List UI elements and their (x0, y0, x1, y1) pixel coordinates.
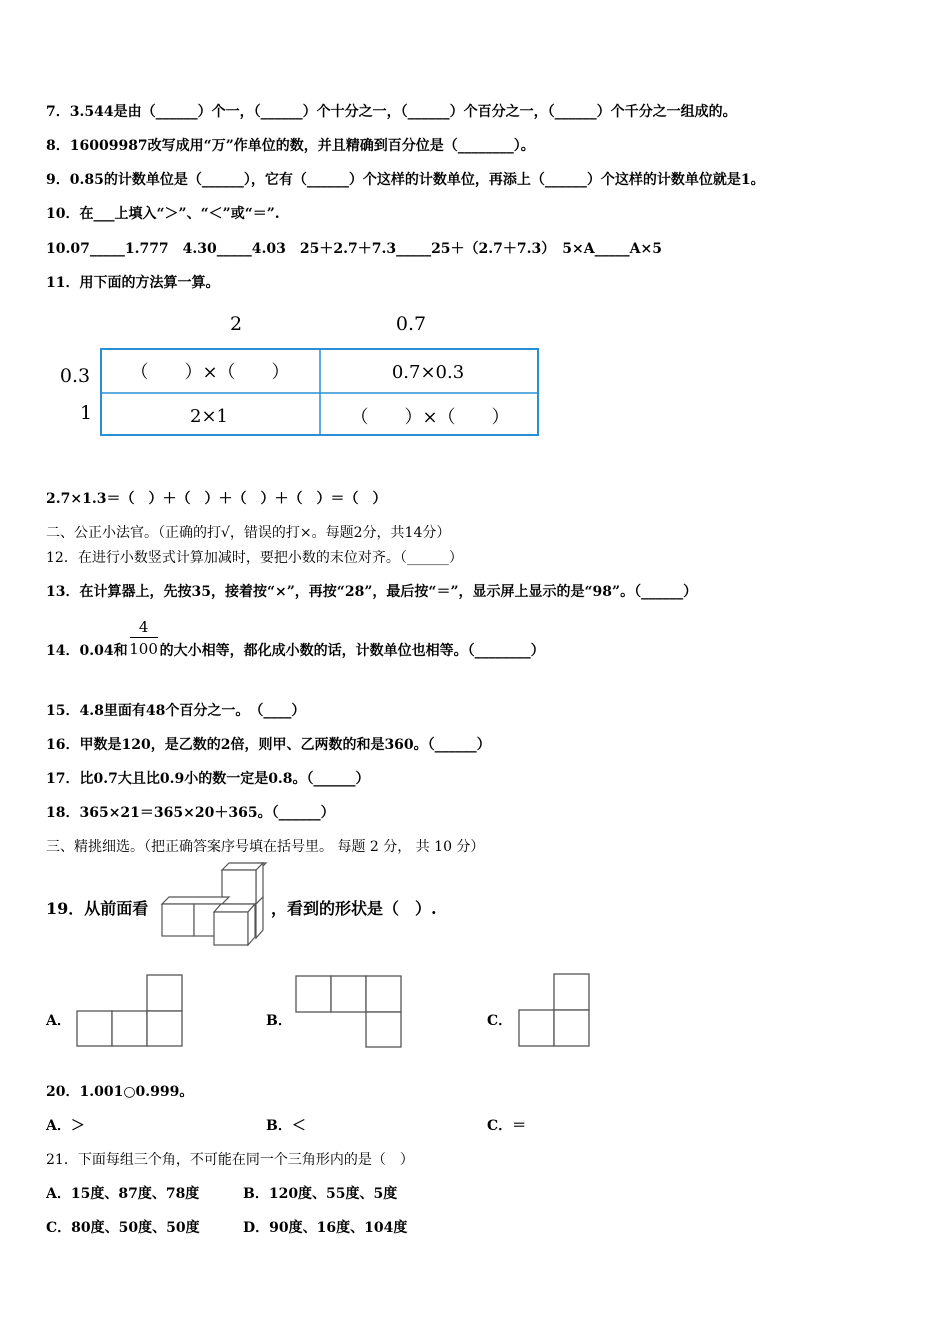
q19-option-a: A． (46, 1013, 71, 1029)
question-19-before: 19．从前面看 (46, 899, 149, 918)
question-10-prompt: 10．在___上填入“＞”、“＜”或“＝”. (46, 206, 280, 222)
question-7: 7．3.544是由（______）个一，（______）个十分之一，（______）个百分之一，（______）个千分之一组成的。 (46, 104, 737, 120)
area-cell-2: 0.7×0.3 (391, 362, 465, 383)
question-16: 16．甲数是120，是乙数的2倍，则甲、乙两数的和是360。（______） (46, 737, 491, 753)
cube-solid-figure (158, 862, 270, 946)
q19-option-c: C． (487, 1013, 513, 1029)
fraction-bar (130, 637, 158, 638)
question-14 (46, 618, 545, 661)
area-model-figure (50, 306, 550, 446)
area-cell-3: 2×1 (190, 406, 228, 427)
question-11-equation: 2.7×1.3＝（ ）＋（ ）＋（ ）＋（ ）＝（ ） (46, 491, 387, 507)
question-20: 20．1.001○0.999。 (46, 1084, 194, 1100)
q20-option-a: A．＞ (46, 1118, 85, 1134)
question-8: 8．16009987改写成用“万”作单位的数，并且精确到百分位是（________）。 (46, 138, 535, 154)
q21-option-c: C．80度、50度、50度 (46, 1220, 200, 1236)
area-cell-4: （ ）×（ ） (350, 407, 510, 428)
q20-option-c: C．＝ (487, 1118, 527, 1134)
section-2-title: 二、公正小法官。（正确的打√，错误的打×。每题2分，共14分） (46, 525, 451, 541)
row-header-1: 0.3 (59, 365, 91, 387)
area-cell-1: （ ）×（ ） (130, 362, 290, 383)
question-15: 15．4.8里面有48个百分之一。 （____） (46, 703, 306, 719)
question-17: 17．比0.7大且比0.9小的数一定是0.8。（______） (46, 771, 370, 787)
question-18: 18．365×21＝365×20＋365。（______） (46, 805, 335, 821)
row-header-2: 1 (79, 402, 93, 424)
question-19-after: ，看到的形状是（ ）. (271, 899, 437, 918)
fraction-4-100 (128, 618, 160, 661)
q21-option-d: D．90度、16度、104度 (243, 1220, 408, 1236)
question-21: 21．下面每组三个角，不可能在同一个三角形内的是（ ） (46, 1152, 414, 1168)
question-12: 12．在进行小数竖式计算加减时，要把小数的末位对齐。（______） (46, 550, 463, 566)
fraction-numerator: 4 (138, 618, 149, 636)
fraction-denominator: 100 (129, 640, 158, 658)
q19-option-a-shape (75, 973, 185, 1049)
q19-option-b-shape (294, 974, 406, 1050)
question-13: 13．在计算器上，先按35，接着按“×”，再按“28”，最后按“＝”，显示屏上显示的是“98”。（______） (46, 584, 698, 600)
question-10-items: 10.07_____1.777 4.30_____4.03 25＋2.7＋7.3_____25＋（2.7＋7.3） 5×A_____A×5 (46, 241, 662, 257)
question-11-prompt: 11．用下面的方法算一算。 (46, 275, 220, 291)
question-14-after: 的大小相等，都化成小数的话，计数单位也相等。（________） (159, 643, 545, 659)
q21-option-b: B．120度、55度、5度 (243, 1186, 398, 1202)
question-9: 9．0.85的计数单位是（______），它有（______）个这样的计数单位，再添上（______）个这样的计数单位就是1。 (46, 172, 765, 188)
col-header-2: 0.7 (395, 313, 427, 335)
q19-option-b: B． (266, 1013, 292, 1029)
col-header-1: 2 (229, 313, 243, 335)
q19-option-c-shape (517, 972, 593, 1050)
q21-option-a: A．15度、87度、78度 (46, 1186, 200, 1202)
q20-option-b: B．＜ (266, 1118, 306, 1134)
section-3-title: 三、精挑细选。（把正确答案序号填在括号里。 每题 2 分， 共 10 分） (46, 839, 485, 855)
question-14-before: 14．0.04和 (46, 643, 128, 659)
